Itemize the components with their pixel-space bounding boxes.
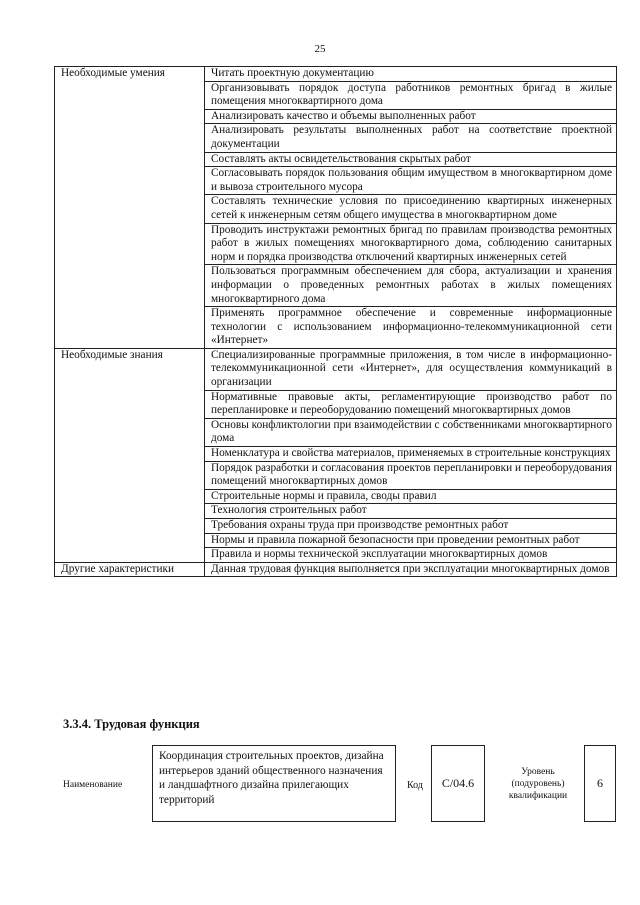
skill-item: Применять программное обеспечение и современные информационные технологии с использованием информационно-телекоммуникационной сети «Интернет» [205, 307, 617, 349]
knowledge-item: Основы конфликтологии при взаимодействии с собственниками многоквартирного дома [205, 418, 617, 446]
table-row [55, 562, 617, 577]
row-label-skills: Необходимые умения [55, 67, 205, 349]
table-row [55, 348, 617, 390]
level-box: 6 [584, 745, 616, 822]
skill-item: Составлять акты освидетельствования скрытых работ [205, 152, 617, 167]
knowledge-item: Правила и нормы технической эксплуатации многоквартирных домов [205, 548, 617, 563]
skill-item: Проводить инструктажи ремонтных бригад по правилам производства ремонтных работ в жилых помещениях многоквартирного дома, соблюдению санитарных норм и порядка производства отключений квартирных инженерных сетей [205, 223, 617, 265]
other-characteristics-text: Данная трудовая функция выполняется при эксплуатации многоквартирных домов [205, 562, 617, 577]
skill-item: Составлять технические условия по присоединению квартирных инженерных сетей к инженерным сетям общего имущества в многоквартирном доме [205, 195, 617, 223]
requirements-table [54, 66, 617, 577]
knowledge-item: Строительные нормы и правила, своды правил [205, 489, 617, 504]
skill-item: Организовывать порядок доступа работников ремонтных бригад в жилые помещения многоквартирного дома [205, 81, 617, 109]
skill-item: Согласовывать порядок пользования общим имуществом в многоквартирном доме и вывоза строительного мусора [205, 167, 617, 195]
knowledge-item: Технология строительных работ [205, 504, 617, 519]
table-row [55, 67, 617, 82]
code-label: Код [407, 780, 423, 791]
knowledge-item: Номенклатура и свойства материалов, применяемых в строительные конструкциях [205, 447, 617, 462]
knowledge-item: Порядок разработки и согласования проектов перепланировки и переоборудования помещений многоквартирных домов [205, 461, 617, 489]
skill-item: Пользоваться программным обеспечением для сбора, актуализации и хранения информации о проведенных ремонтных работах в жилых помещениях многоквартирного дома [205, 265, 617, 307]
skill-item: Анализировать качество и объемы выполненных работ [205, 109, 617, 124]
knowledge-item: Требования охраны труда при производстве ремонтных работ [205, 519, 617, 534]
knowledge-item: Специализированные программные приложения, в том числе в информационно-телекоммуникационной сети «Интернет», для осуществления коммуникаций в организации [205, 348, 617, 390]
level-label: Уровень (подуровень) квалификации [508, 767, 568, 801]
knowledge-item: Нормативные правовые акты, регламентирующие производство работ по перепланировке и переоборудованию помещений многоквартирных домов [205, 390, 617, 418]
code-box: С/04.6 [431, 745, 485, 822]
row-label-knowledge: Необходимые знания [55, 348, 205, 562]
page-number: 25 [314, 43, 326, 55]
row-label-other: Другие характеристики [55, 562, 205, 577]
knowledge-item: Нормы и правила пожарной безопасности при проведении ремонтных работ [205, 533, 617, 548]
section-heading: 3.3.4. Трудовая функция [63, 717, 200, 731]
name-label: Наименование [63, 780, 123, 790]
skill-item: Анализировать результаты выполненных работ на соответствие проектной документации [205, 124, 617, 152]
skill-item: Читать проектную документацию [205, 67, 617, 82]
function-name-box: Координация строительных проектов, дизайна интерьеров зданий общественного назначения и ландшафтного дизайна прилегающих территорий [152, 745, 396, 822]
